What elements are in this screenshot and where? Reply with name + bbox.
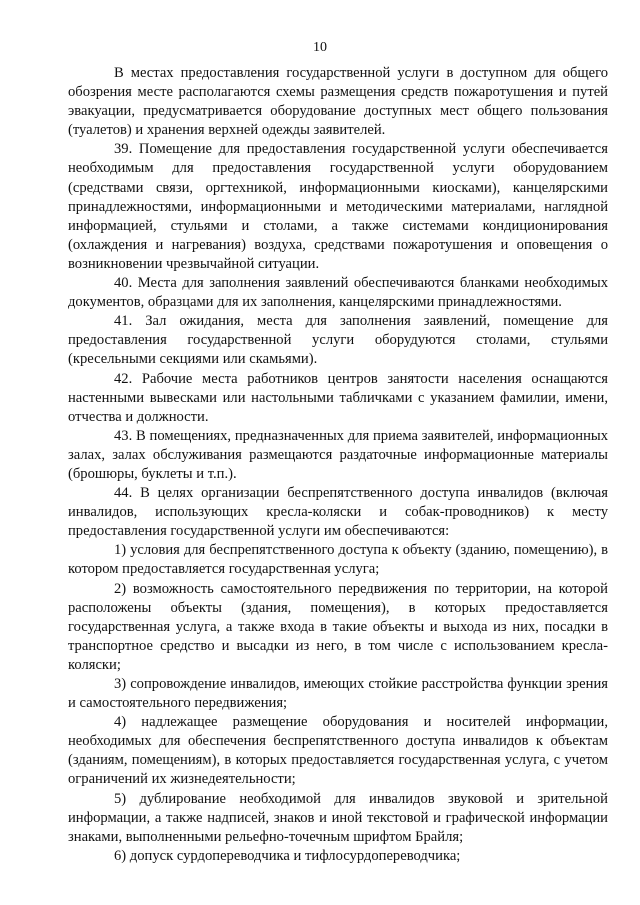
paragraph-39-equipment: 39. Помещение для предоставления государственной услуги обеспечивается необходимым для предоставления государственной услуги оборудованием (средствами связи, оргтехникой, информационными киосками), канцелярскими принадлежностями, информационными и методическими материалами, наглядной информацией, стульями и столами, а также системами кондиционирования (охлаждения и нагревания) воздуха, средствами пожаротушения и оповещения о возникновении чрезвычайной ситуации. — [68, 141, 608, 272]
list-item-1: 1) условия для беспрепятственного доступа к объекту (зданию, помещению), в котором предоставляется государственная услуга; — [68, 542, 608, 578]
paragraph-44-accessibility: 44. В целях организации беспрепятственного доступа инвалидов (включая инвалидов, использующих кресла-коляски и собак-проводников) к месту предоставления государственной услуги им обеспечиваются: — [68, 485, 608, 540]
paragraph-41-waiting-hall: 41. Зал ожидания, места для заполнения заявлений, помещение для предоставления государственной услуги оборудуются столами, стульями (кресельными секциями или скамьями). — [68, 313, 608, 368]
paragraph-42-workplaces: 42. Рабочие места работников центров занятости населения оснащаются настенными вывесками или настольными табличками с указанием фамилии, имени, отчества и должности. — [68, 370, 608, 425]
paragraph-40-forms: 40. Места для заполнения заявлений обеспечиваются бланками необходимых документов, образцами для их заполнения, канцелярскими принадлежностями. — [68, 275, 608, 311]
list-item-5: 5) дублирование необходимой для инвалидов звуковой и зрительной информации, а также надписей, знаков и иной текстовой и графической информации знаками, выполненными рельефно-точечным шрифтом Брайля; — [68, 790, 608, 845]
paragraph-public-areas: В местах предоставления государственной услуги в доступном для общего обозрения месте располагаются схемы размещения средств пожаротушения и путей эвакуации, предусматривается оборудование доступных мест общего пользования (туалетов) и хранения верхней одежды заявителей. — [68, 65, 608, 139]
list-item-4: 4) надлежащее размещение оборудования и носителей информации, необходимых для обеспечения беспрепятственного доступа инвалидов к объектам (зданиям, помещениям), в которых предоставляется государственная услуга, с учетом ограничений их жизнедеятельности; — [68, 714, 608, 788]
document-body — [68, 64, 608, 866]
page-number: 10 — [313, 40, 327, 55]
list-item-3: 3) сопровождение инвалидов, имеющих стойкие расстройства функции зрения и самостоятельного передвижения; — [68, 676, 608, 712]
list-item-6: 6) допуск сурдопереводчика и тифлосурдопереводчика; — [114, 847, 461, 864]
paragraph-43-handouts: 43. В помещениях, предназначенных для приема заявителей, информационных залах, залах обслуживания размещаются раздаточные информационные материалы (брошюры, буклеты и т.п.). — [68, 427, 608, 482]
list-item-2: 2) возможность самостоятельного передвижения по территории, на которой расположены объекты (здания, помещения), в которых предоставляется государственная услуга, а также входа в такие объекты и выхода из них, посадки в транспортное средство и высадки из него, в том числе с использованием кресла-коляски; — [68, 580, 608, 673]
